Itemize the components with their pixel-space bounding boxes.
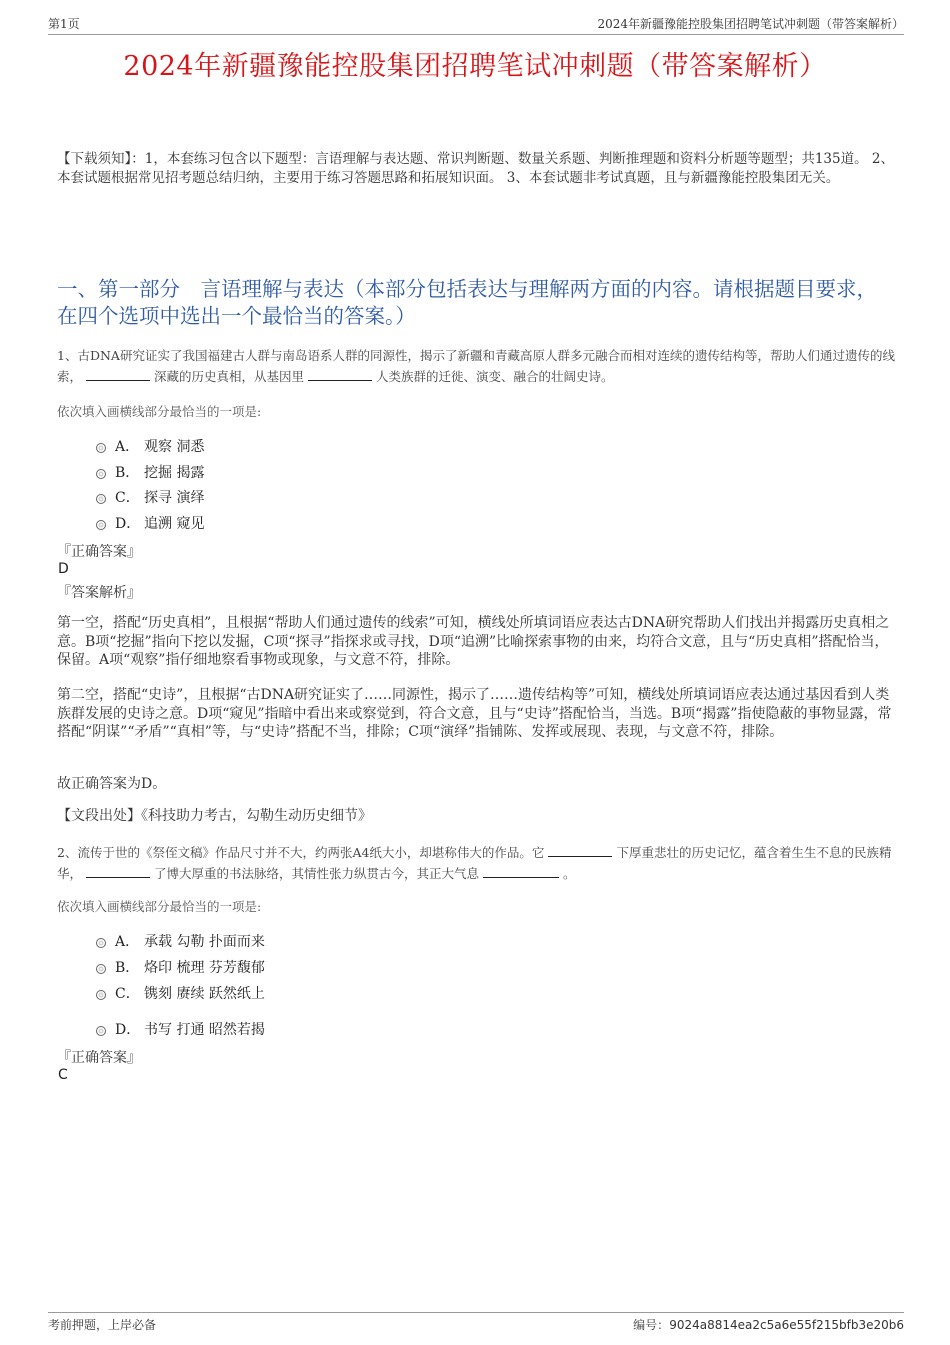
question-1-option-a[interactable] — [96, 436, 204, 456]
footer-slogan: 考前押题，上岸必备 — [48, 1318, 157, 1332]
question-2-stem-part-a: 2、流传于世的《祭侄文稿》作品尺寸并不大，约两张A4纸大小，却堪称伟大的作品。它 — [57, 845, 545, 860]
page-footer — [48, 1312, 904, 1337]
option-text: 追溯 窥见 — [144, 516, 205, 532]
question-1-stem-part-a: 1、古DNA研究证实了我国福建古人群与南岛语系人群的同源性，揭示了新疆和青藏高原人群多元融合而相对连续的遗传结构等，帮助人们通过遗传的线索， — [57, 348, 895, 384]
option-letter: C． — [115, 490, 140, 506]
question-1-analysis-paragraph-2: 第二空，搭配“史诗”，且根据“古DNA研究证实了……同源性，揭示了……遗传结构等”可知，横线处所填词语应表达通过基因看到人类族群发展的史诗之意。D项“窥见”指暗中看出来或察觉到，符合文意，且与“史诗”搭配恰当，当选。B项“揭露”指使隐蔽的事物显露，常搭配“阴谋”“矛盾”“真相”等，与“史诗”搭配不当，排除；C项“演绎”指铺陈、发挥或展现、表现，与文意不符，排除。 — [57, 687, 892, 740]
option-text: 承载 勾勒 扑面而来 — [144, 934, 265, 950]
header-doc-name: 2024年新疆豫能控股集团招聘笔试冲刺题（带答案解析） — [597, 17, 904, 31]
page-header — [48, 12, 904, 35]
question-1-prompt: 依次填入画横线部分最恰当的一项是: — [57, 404, 262, 419]
question-1-conclusion: 故正确答案为D。 — [57, 776, 167, 792]
option-text: 挖掘 揭露 — [144, 465, 205, 481]
question-2-stem-part-d: 。 — [563, 866, 576, 881]
question-1-answer-label: 『正确答案』 — [57, 544, 141, 560]
option-letter: C． — [115, 986, 140, 1002]
question-2-option-b[interactable] — [96, 957, 265, 977]
option-letter: A． — [115, 934, 140, 950]
question-2-option-a[interactable] — [96, 931, 265, 951]
option-text: 镌刻 赓续 跃然纸上 — [144, 986, 265, 1002]
question-2-option-c[interactable] — [96, 983, 265, 1003]
question-1-analysis-paragraph-1: 第一空，搭配“历史真相”，且根据“帮助人们通过遗传的线索”可知，横线处所填词语应表达古DNA研究帮助人们找出并揭露历史真相之意。B项“挖掘”指向下挖以发掘，C项“探寻”指探求或寻找，D项“追溯”比喻探索事物的由来，均符合文意，且与“历史真相”搭配恰当，保留。A项“观察”指仔细地察看事物或现象，与文意不符，排除。 — [57, 615, 890, 668]
page-title: 2024年新疆豫能控股集团招聘笔试冲刺题（带答案解析） — [123, 51, 827, 82]
blank-2 — [308, 368, 372, 381]
option-letter: D． — [115, 1022, 141, 1038]
question-1-source: 【文段出处】《科技助力考古，勾勒生动历史细节》 — [57, 808, 372, 824]
question-1-option-c[interactable] — [96, 487, 204, 507]
radio-icon[interactable] — [96, 494, 106, 504]
radio-icon[interactable] — [96, 938, 106, 948]
option-letter: D． — [115, 516, 141, 532]
blank-1 — [548, 844, 612, 857]
question-2-prompt: 依次填入画横线部分最恰当的一项是: — [57, 899, 262, 914]
blank-3 — [483, 865, 559, 878]
question-1-option-d[interactable] — [96, 513, 204, 533]
question-1-stem — [57, 345, 899, 387]
question-2-stem-part-c: 了博大厚重的书法脉络，其情性张力纵贯古今，其正大气息 — [154, 866, 480, 881]
option-letter: B． — [115, 960, 140, 976]
blank-1 — [86, 368, 150, 381]
option-text: 烙印 梳理 芬芳馥郁 — [144, 960, 265, 976]
option-letter: A． — [115, 439, 140, 455]
option-letter: B． — [115, 465, 140, 481]
question-1-answer: D — [58, 561, 69, 577]
option-text: 探寻 演绎 — [144, 490, 205, 506]
option-text: 书写 打通 昭然若揭 — [144, 1022, 265, 1038]
question-1-stem-part-b: 深藏的历史真相，从基因里 — [154, 369, 305, 384]
question-2-stem — [57, 842, 899, 884]
radio-icon[interactable] — [96, 469, 106, 479]
footer-code-value: 9024a8814ea2c5a6e55f215bfb3e20b6 — [669, 1318, 904, 1332]
question-1-stem-part-c: 人类族群的迁徙、演变、融合的壮阔史诗。 — [376, 369, 614, 384]
radio-icon[interactable] — [96, 443, 106, 453]
page-number: 第1页 — [48, 17, 80, 31]
question-2-answer-label: 『正确答案』 — [57, 1050, 141, 1066]
question-1-analysis-label: 『答案解析』 — [57, 585, 141, 601]
footer-code-label: 编号： — [633, 1318, 670, 1332]
radio-icon[interactable] — [96, 520, 106, 530]
download-notice: 【下载须知】：1，本套练习包含以下题型：言语理解与表达题、常识判断题、数量关系题、判断推理题和资料分析题等题型；共135道。 2、本套试题根据常见招考题总结归纳，主要用于练习答题思路和拓展知识面。 3、本套试题非考试真题，且与新疆豫能控股集团无关。 — [57, 151, 894, 186]
blank-2 — [86, 865, 150, 878]
question-2-option-d[interactable] — [96, 1019, 265, 1039]
radio-icon[interactable] — [96, 1026, 106, 1036]
question-2-stem-part-b: 下厚重悲壮的历史记忆，蕴含着生生不息的民族精华， — [57, 845, 892, 881]
option-text: 观察 洞悉 — [144, 439, 205, 455]
section-heading: 一、第一部分 言语理解与表达（本部分包括表达与理解两方面的内容。请根据题目要求，在四个选项中选出一个最恰当的答案。） — [57, 277, 877, 328]
radio-icon[interactable] — [96, 990, 106, 1000]
footer-code — [633, 1316, 904, 1333]
question-1-option-b[interactable] — [96, 462, 204, 482]
radio-icon[interactable] — [96, 964, 106, 974]
question-2-answer: C — [58, 1067, 68, 1083]
